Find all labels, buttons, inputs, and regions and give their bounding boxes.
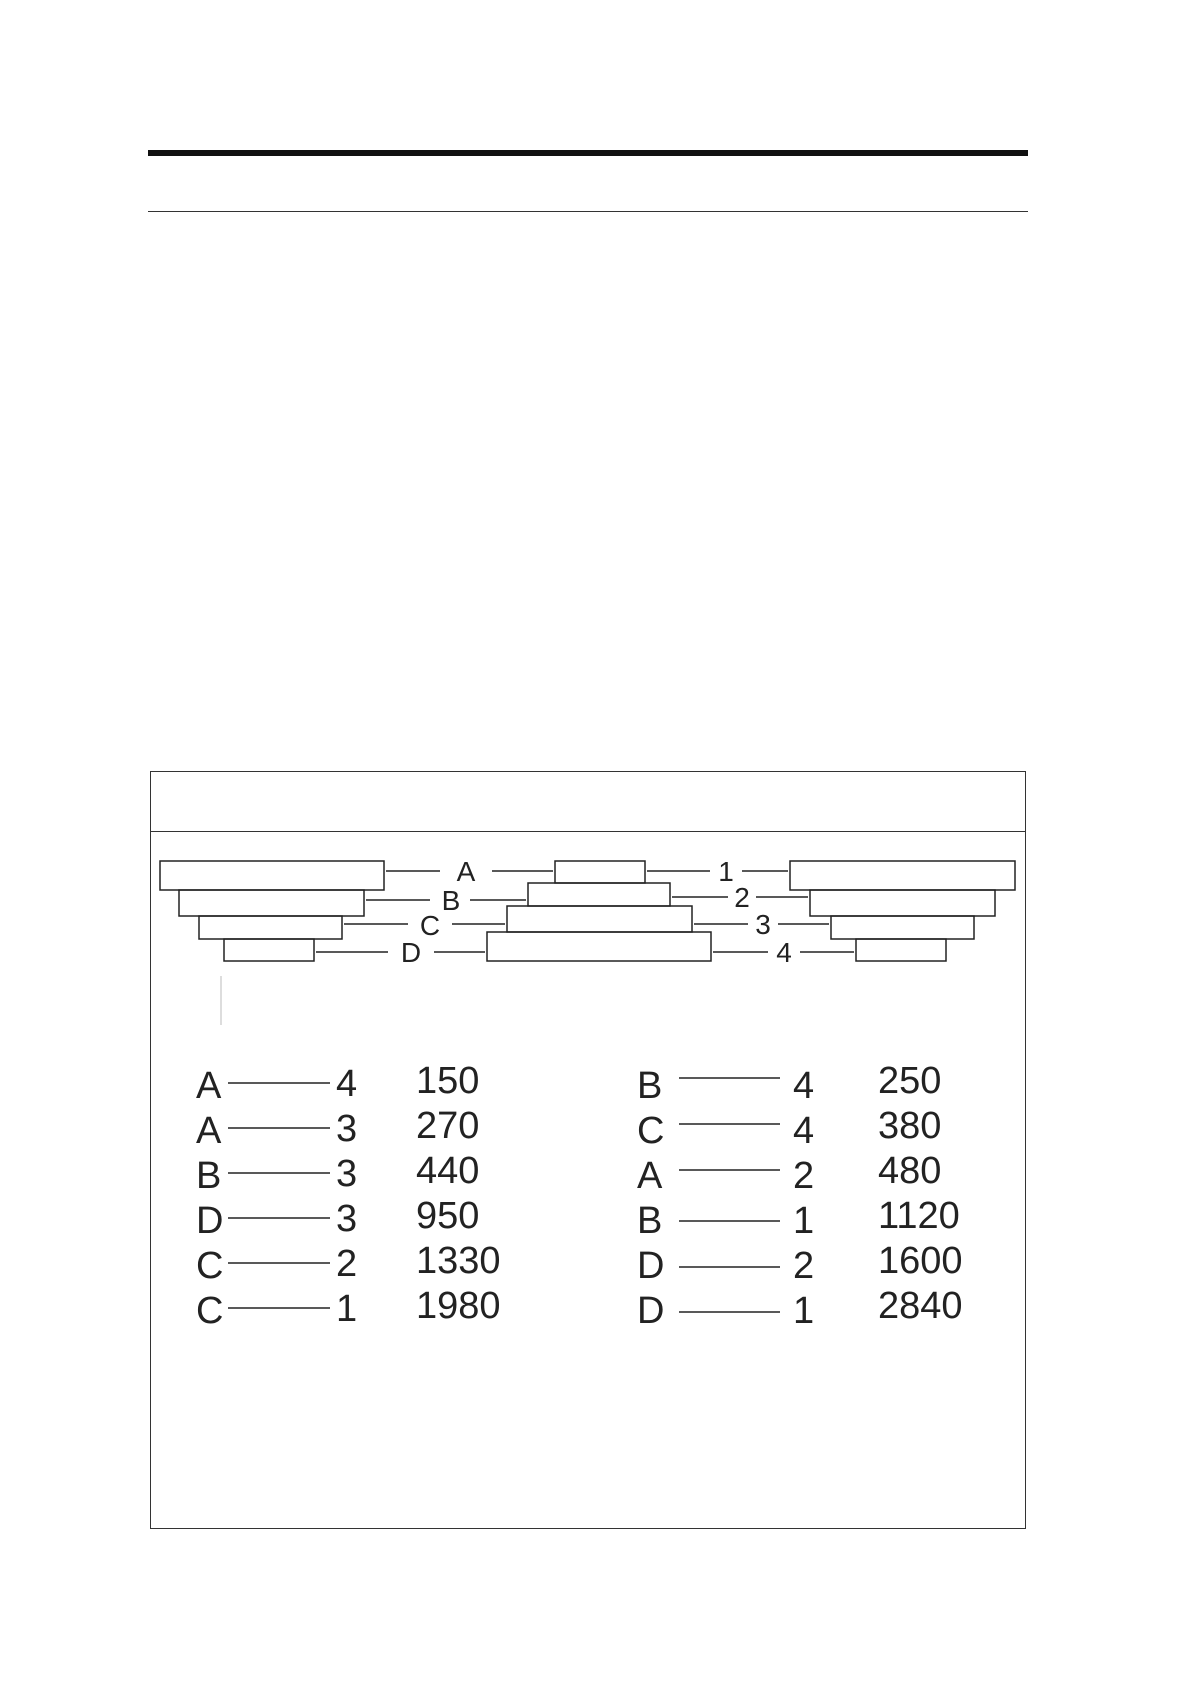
right-pulley-step-4 [856, 939, 946, 961]
center-pulley-step-2 [528, 883, 670, 906]
table-right-to: 1 [793, 1200, 815, 1242]
center-pulley-step-4 [487, 932, 711, 961]
table-left-from: B [196, 1155, 222, 1197]
table-left-value: 270 [416, 1105, 480, 1147]
left-pulley-step-b [179, 890, 364, 916]
table-right-from: D [637, 1290, 665, 1332]
table-left-to: 4 [336, 1063, 358, 1105]
table-left-value: 950 [416, 1195, 480, 1237]
table-right-value: 380 [878, 1105, 942, 1147]
belt-label-4: 4 [776, 937, 792, 968]
table-left-to: 3 [336, 1108, 358, 1150]
table-right-from: D [637, 1245, 665, 1287]
belt-label-b: B [441, 885, 461, 916]
table-right-to: 2 [793, 1155, 815, 1197]
table-left-to: 1 [336, 1288, 358, 1330]
table-left-to: 3 [336, 1153, 358, 1195]
right-pulley-step-2 [810, 890, 995, 916]
table-left-to: 2 [336, 1243, 358, 1285]
table-right-value: 480 [878, 1150, 942, 1192]
table-right-value: 250 [878, 1060, 942, 1102]
belt-label-d: D [400, 937, 422, 968]
table-left-value: 440 [416, 1150, 480, 1192]
left-pulley-step-d [224, 939, 314, 961]
left-pulley-step-c [199, 916, 342, 939]
table-right-to: 4 [793, 1065, 815, 1107]
table-left-from: A [196, 1065, 222, 1107]
belt-label-c: C [419, 910, 441, 941]
table-left-value: 150 [416, 1060, 480, 1102]
table-right-value: 2840 [878, 1285, 963, 1327]
belt-label-1: 1 [718, 856, 734, 887]
table-right-from: C [637, 1110, 665, 1152]
table-right-from: B [637, 1200, 663, 1242]
table-left-from: C [196, 1245, 224, 1287]
right-pulley-step-3 [831, 916, 974, 939]
table-right-to: 4 [793, 1110, 815, 1152]
table-right-from: A [637, 1155, 663, 1197]
right-pulley-step-1 [790, 861, 1015, 890]
table-right-from: B [637, 1065, 663, 1107]
belt-label-2: 2 [734, 882, 750, 913]
table-left-value: 1330 [416, 1240, 501, 1282]
table-left-to: 3 [336, 1198, 358, 1240]
left-pulley-step-a [160, 861, 384, 890]
belt-label-a: A [456, 856, 476, 887]
table-right-value: 1600 [878, 1240, 963, 1282]
belt-label-3: 3 [755, 909, 771, 940]
table-left-from: A [196, 1110, 222, 1152]
table-left-value: 1980 [416, 1285, 501, 1327]
table-right-to: 1 [793, 1290, 815, 1332]
table-left-from: C [196, 1290, 224, 1332]
center-pulley-step-1 [555, 861, 645, 883]
table-right-to: 2 [793, 1245, 815, 1287]
table-left-from: D [196, 1200, 224, 1242]
center-pulley-step-3 [507, 906, 692, 932]
table-right-value: 1120 [878, 1195, 960, 1237]
